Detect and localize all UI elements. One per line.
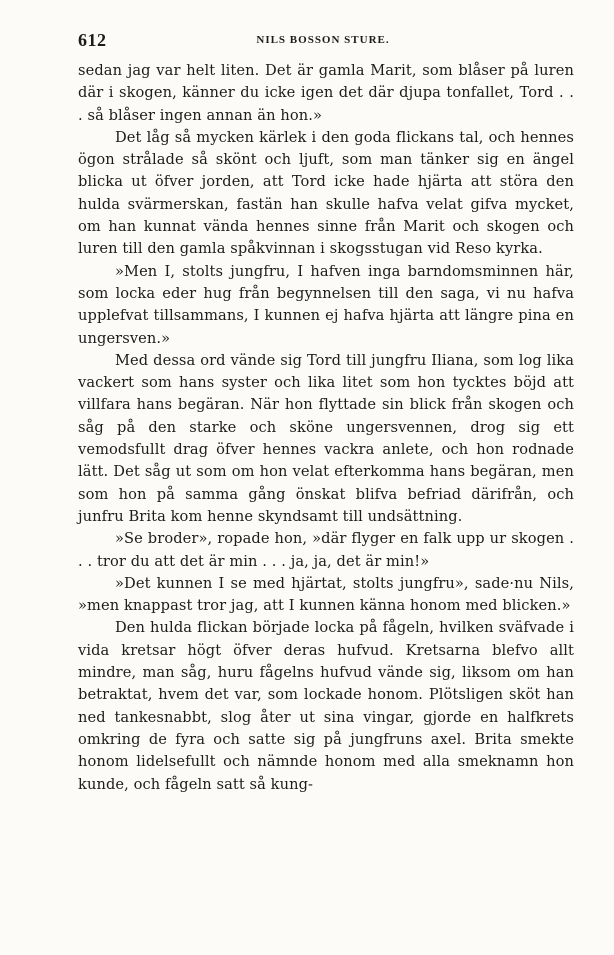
paragraph: sedan jag var helt liten. Det är gamla Marit, som blåser på luren där i skogen, känner du icke igen det där djupa tonfallet, Tord . . . så blåser ingen annan än hon.» <box>78 62 574 124</box>
paragraph: Med dessa ord vände sig Tord till jungfru Iliana, som log lika vackert som hans syster och lika litet som hon tycktes böjd att villfara hans begäran. När hon flyttade sin blick från skogen och såg på den starke och sköne ungersvennen, drog sig ett vemodsfullt drag öfver hennes vackra anlete, och hon rodnade lätt. Det såg ut som om hon velat efterkomma hans begäran, men som hon på samma gång önskat blifva befriad därifrån, och junfru Brita kom henne skyndsamt till undsättning. <box>78 351 574 525</box>
paragraph: »Men I, stolts jungfru, I hafven inga barndomsminnen här, som locka eder hug från begynnelsen till den saga, vi nu hafva upplefvat tillsammans, I kunnen ej hafva hjärta att längre pina en ungersven.» <box>78 262 574 347</box>
body-text <box>78 60 574 796</box>
page-number: 612 <box>78 30 107 50</box>
paragraph: Den hulda flickan började locka på fågeln, hvilken sväfvade i vida kretsar högt öfver deras hufvud. Kretsarna blefvo allt mindre, man såg, huru fågelns hufvud vände sig, liksom om han betraktat, hvem det var, som lockade honom. Plötsligen sköt han ned tankesnabbt, slog åter ut sina vingar, gjorde en halfkrets omkring de fyra och satte sig på jungfruns axel. Brita smekte honom lidelsefullt och nämnde honom med alla smeknamn hon kunde, och fågeln satt så kung- <box>78 619 574 793</box>
running-title: NILS BOSSON STURE. <box>256 34 390 46</box>
paragraph: Det låg så mycken kärlek i den goda flickans tal, och hennes ögon strålade så skönt och ljuft, som man tänker sig en ängel blicka ut öfver jorden, att Tord icke hade hjärta att störa den hulda svärmerskan, fastän han skulle hafva velat gifva mycket, om han kunnat vända hennes sinne från Marit och skogen och luren till den gamla spåkvinnan i skogsstugan vid Reso kyrka. <box>78 128 574 258</box>
paragraph: »Se broder», ropade hon, »där flyger en falk upp ur skogen . . . tror du att det är min . . . ja, ja, det är min!» <box>78 530 574 570</box>
running-head <box>78 30 568 52</box>
paragraph: »Det kunnen I se med hjärtat, stolts jungfru», sade·nu Nils, »men knappast tror jag, att I kunnen känna honom med blicken.» <box>78 574 574 615</box>
